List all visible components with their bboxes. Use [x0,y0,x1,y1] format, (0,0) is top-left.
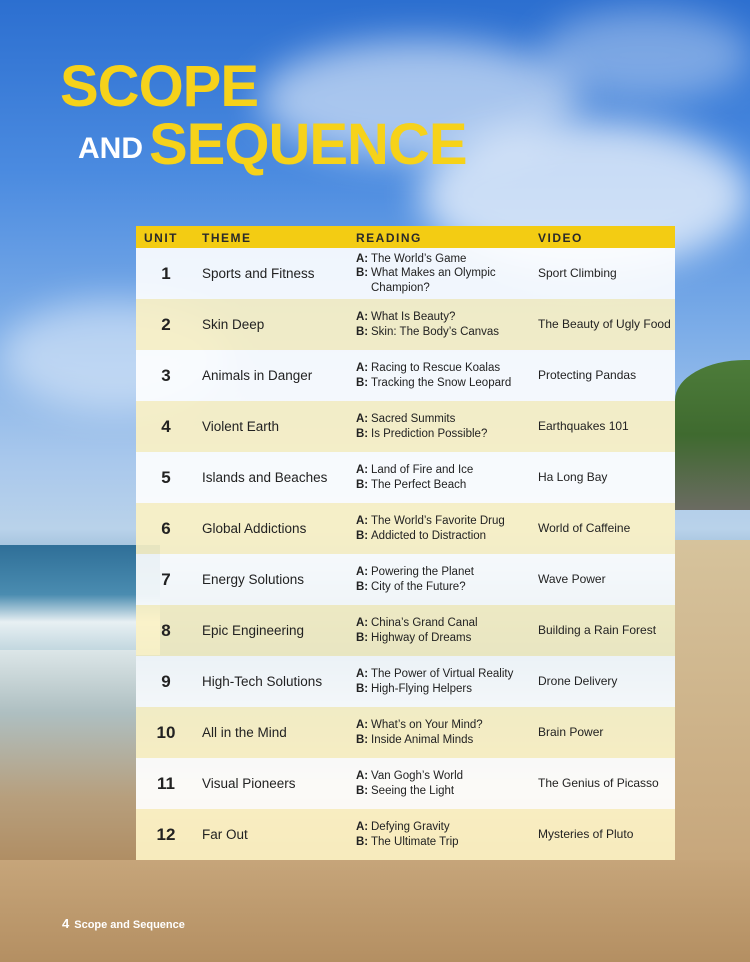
unit-number: 12 [156,825,176,844]
unit-video: Earthquakes 101 [538,419,629,433]
reading-b: Addicted to Distraction [371,529,487,542]
reading-a: Sacred Summits [371,413,456,425]
unit-video: Ha Long Bay [538,470,608,484]
table-row [136,605,675,656]
reading-a-label: A: [356,413,369,425]
reading-a: Land of Fire and Ice [371,464,474,476]
reading-a-label: A: [356,668,369,680]
reading-b: Skin: The Body’s Canvas [371,325,500,338]
reading-b: The Ultimate Trip [371,835,459,848]
reading-b-label: B: [356,631,369,644]
table-row [136,503,675,554]
reading-a: The Power of Virtual Reality [371,668,514,680]
unit-number: 3 [161,366,171,385]
unit-theme: Epic Engineering [202,623,305,638]
reading-a-label: A: [356,464,369,476]
unit-video: Building a Rain Forest [538,623,657,637]
reading-b-label: B: [356,682,369,695]
unit-number: 8 [161,621,171,640]
reading-a: Van Gogh’s World [371,770,464,782]
shoreline [0,650,136,860]
reading-b-label: B: [356,427,369,440]
table-row [136,809,675,860]
reading-a-label: A: [356,719,369,731]
unit-theme: Violent Earth [202,419,280,434]
unit-theme: All in the Mind [202,725,287,740]
table-body [136,248,675,860]
header-video: VIDEO [538,231,583,245]
table-row [136,401,675,452]
table-row [136,758,675,809]
cloud [540,10,750,100]
unit-number: 5 [161,468,171,487]
beach-sand [0,860,750,962]
page-footer [62,916,185,931]
header-unit: UNIT [144,231,178,245]
unit-number: 6 [161,519,171,538]
table-row [136,707,675,758]
unit-theme: Islands and Beaches [202,470,328,485]
unit-reading [356,758,536,809]
unit-video: World of Caffeine [538,521,631,535]
unit-video: Drone Delivery [538,674,618,688]
unit-theme: Global Addictions [202,521,307,536]
reading-b: Highway of Dreams [371,631,472,644]
unit-reading [356,503,536,554]
reading-b: High-Flying Helpers [371,682,472,695]
scope-table [136,226,675,860]
reading-a-label: A: [356,821,369,833]
table-row [136,554,675,605]
table-row [136,452,675,503]
footer-label: Scope and Sequence [74,919,185,931]
unit-number: 7 [161,570,171,589]
reading-b: Tracking the Snow Leopard [371,376,512,389]
reading-a-label: A: [356,362,369,374]
reading-b-label: B: [356,529,369,542]
reading-b: Seeing the Light [371,784,455,797]
reading-a: Racing to Rescue Koalas [371,362,501,374]
unit-number: 9 [161,672,171,691]
reading-b: City of the Future? [371,580,466,593]
reading-b-label: B: [356,267,369,280]
reading-a: What Is Beauty? [371,311,456,323]
reading-a: What’s on Your Mind? [371,719,483,731]
title-line-1: SCOPE [60,54,259,119]
beach-sand [675,540,750,880]
unit-reading [356,554,536,605]
unit-video: Sport Climbing [538,266,617,280]
reading-b-label: B: [356,784,369,797]
title-line-2: SEQUENCE [149,112,467,177]
reading-a-label: A: [356,252,369,265]
page-title [60,54,467,177]
table-row [136,248,675,299]
reading-a: China’s Grand Canal [371,617,478,629]
reading-b-label: B: [356,580,369,593]
unit-theme: Visual Pioneers [202,776,296,791]
unit-reading [356,299,536,350]
unit-theme: Sports and Fitness [202,266,315,281]
table-row [136,656,675,707]
reading-a: The World’s Game [371,252,467,265]
unit-video: Brain Power [538,725,604,739]
unit-reading [356,401,536,452]
table-row [136,350,675,401]
unit-reading [356,350,536,401]
unit-number: 4 [161,417,171,436]
reading-b: What Makes an Olympic Champion? [371,267,496,294]
reading-b-label: B: [356,478,369,491]
unit-reading [356,707,536,758]
unit-number: 1 [161,264,171,283]
reading-b-label: B: [356,325,369,338]
unit-video: The Beauty of Ugly Food [538,317,671,331]
unit-video: Wave Power [538,572,606,586]
unit-video: The Genius of Picasso [538,776,659,790]
hillside [675,360,750,510]
reading-a-label: A: [356,617,369,629]
unit-reading [356,656,536,707]
unit-video: Mysteries of Pluto [538,827,634,841]
reading-b-label: B: [356,733,369,746]
unit-theme: Skin Deep [202,317,265,332]
unit-reading [356,452,536,503]
reading-b-label: B: [356,835,369,848]
page-number: 4 [62,916,70,931]
table-row [136,299,675,350]
unit-number: 11 [157,774,175,793]
table-header [136,226,675,248]
reading-b: Is Prediction Possible? [371,427,488,440]
reading-a-label: A: [356,566,369,578]
reading-a: Defying Gravity [371,821,450,833]
unit-theme: Energy Solutions [202,572,305,587]
reading-a-label: A: [356,311,369,323]
unit-theme: High-Tech Solutions [202,674,323,689]
reading-a-label: A: [356,515,369,527]
unit-video: Protecting Pandas [538,368,637,382]
unit-number: 10 [156,723,176,742]
unit-reading [356,248,536,299]
header-theme: THEME [202,231,252,245]
unit-theme: Animals in Danger [202,368,313,383]
reading-b-label: B: [356,376,369,389]
reading-b: The Perfect Beach [371,478,467,491]
title-and: AND [78,132,143,165]
reading-a: The World’s Favorite Drug [371,515,505,527]
reading-a-label: A: [356,770,369,782]
unit-reading [356,605,536,656]
unit-reading [356,809,536,860]
reading-a: Powering the Planet [371,566,474,578]
reading-b: Inside Animal Minds [371,733,474,746]
unit-number: 2 [161,315,171,334]
unit-theme: Far Out [202,827,248,842]
header-reading: READING [356,231,422,245]
